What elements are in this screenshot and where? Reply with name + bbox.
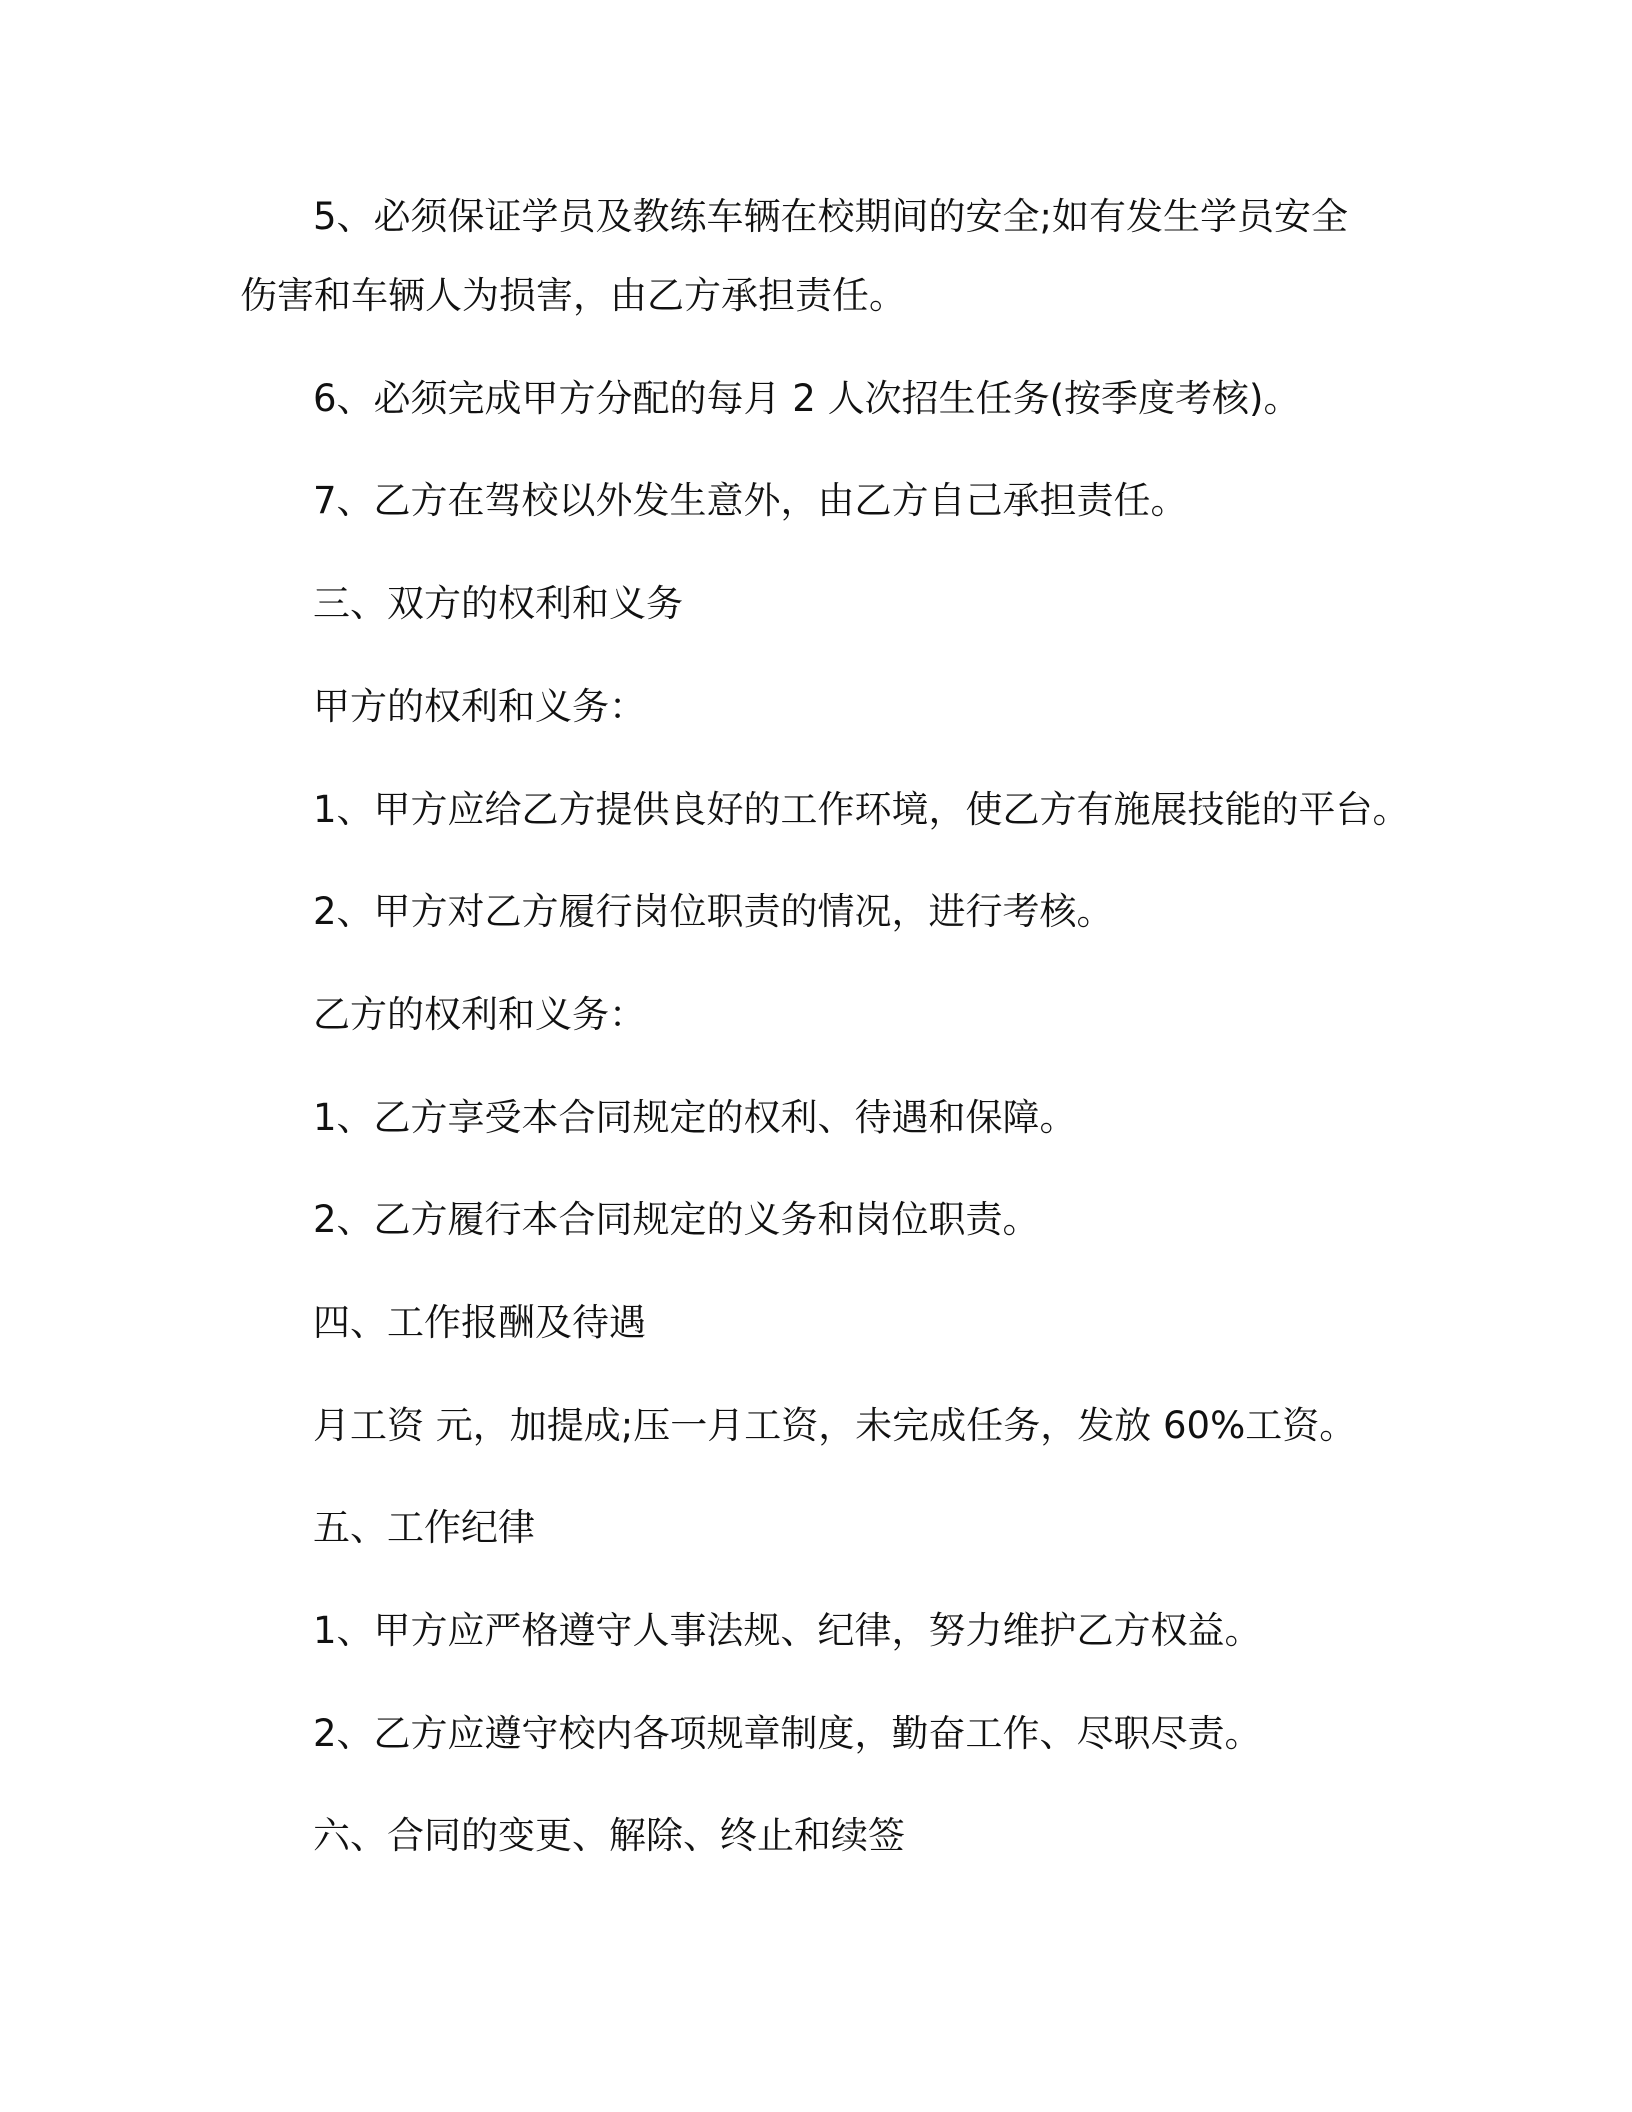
party-a-item-2: 2、甲方对乙方履行岗位职责的情况，进行考核。 [313,890,1114,933]
paragraph-item-6: 6、必须完成甲方分配的每月 2 人次招生任务(按季度考核)。 [313,377,1301,420]
paragraph-item-7: 7、乙方在驾校以外发生意外，由乙方自己承担责任。 [313,479,1188,522]
party-a-item-1: 1、甲方应给乙方提供良好的工作环境，使乙方有施展技能的平台。 [313,788,1410,831]
section-heading-rights-obligations: 三、双方的权利和义务 [313,582,683,625]
subheading-party-b-rights: 乙方的权利和义务： [313,993,646,1036]
compensation-text: 月工资 元，加提成;压一月工资，未完成任务，发放 60%工资。 [313,1404,1357,1447]
party-b-item-2: 2、乙方履行本合同规定的义务和岗位职责。 [313,1198,1040,1241]
section-heading-discipline: 五、工作纪律 [313,1506,535,1549]
section-heading-contract-changes: 六、合同的变更、解除、终止和续签 [313,1814,905,1857]
section-heading-compensation: 四、工作报酬及待遇 [313,1301,646,1344]
party-b-item-1: 1、乙方享受本合同规定的权利、待遇和保障。 [313,1096,1077,1139]
paragraph-item-5-line-2: 伤害和车辆人为损害，由乙方承担责任。 [240,274,906,317]
discipline-item-1: 1、甲方应严格遵守人事法规、纪律，努力维护乙方权益。 [313,1609,1262,1652]
paragraph-item-5-line-1: 5、必须保证学员及教练车辆在校期间的安全;如有发生学员安全 [313,195,1349,238]
subheading-party-a-rights: 甲方的权利和义务： [313,685,646,728]
discipline-item-2: 2、乙方应遵守校内各项规章制度，勤奋工作、尽职尽责。 [313,1712,1262,1755]
